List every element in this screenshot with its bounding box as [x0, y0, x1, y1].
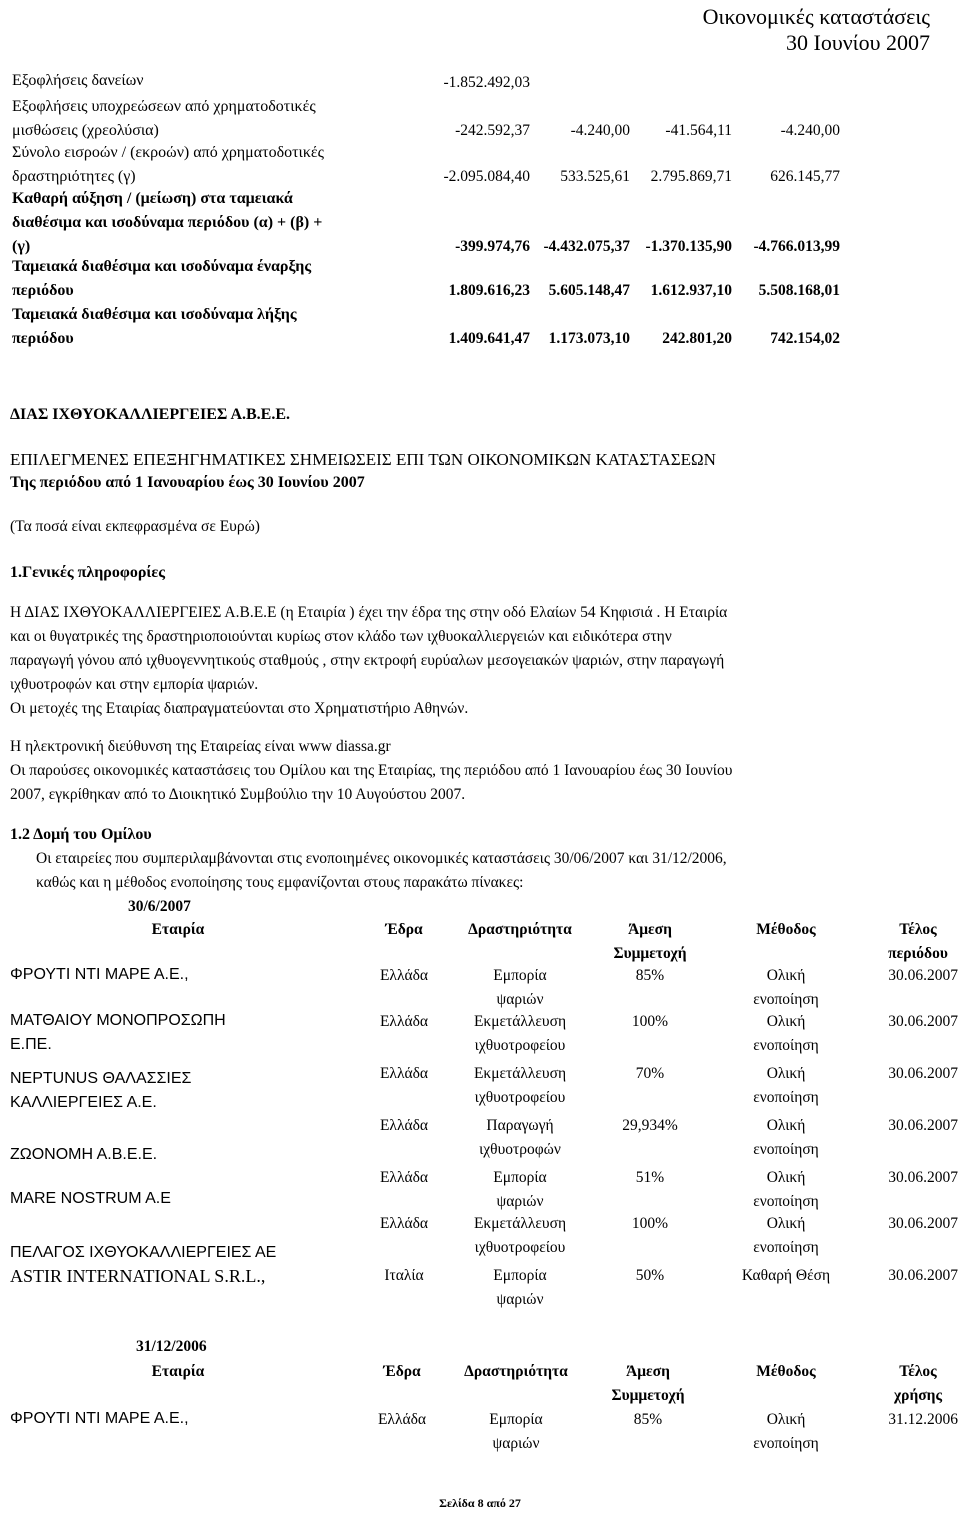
cashflow-value: 5.605.148,47 — [548, 282, 630, 299]
table-row-seat: Ελλάδα — [379, 1169, 429, 1186]
table-row-method: Ολική — [766, 1169, 806, 1186]
table-date-label: 30/6/2007 — [128, 898, 191, 915]
table-row-seat: Ελλάδα — [379, 1117, 429, 1134]
cashflow-label: Καθαρή αύξηση / (μείωση) στα ταμειακά — [12, 190, 293, 207]
table-row-activity: Παραγωγή — [486, 1117, 554, 1134]
cashflow-label: Ταμειακά διαθέσιμα και ισοδύναμα έναρξης — [12, 258, 312, 275]
page-footer: Σελίδα 8 από 27 — [439, 1496, 521, 1510]
table-row-seat: Ελλάδα — [377, 1411, 427, 1428]
section-structure-title: 1.2 Δομή του Ομίλου — [10, 826, 152, 843]
table-row-method: ενοποίηση — [753, 1089, 819, 1106]
table-row-company: ΚΑΛΛΙΕΡΓΕΙΕΣ Α.Ε. — [10, 1094, 157, 1111]
table-row-activity: ιχθυοτροφείου — [474, 1239, 566, 1256]
cashflow-value: -399.974,76 — [455, 238, 530, 255]
table-row-activity: Εκμετάλλευση — [473, 1215, 567, 1232]
col-header-activity: Δραστηριότητα — [464, 1363, 568, 1380]
cashflow-label: Εξοφλήσεις δανείων — [12, 72, 144, 89]
cashflow-value: -1.852.492,03 — [443, 74, 530, 91]
cashflow-label: μισθώσεις (χρεολύσια) — [12, 122, 159, 139]
col-header-direct: Συμμετοχή — [613, 945, 687, 962]
general-info-line: και οι θυγατρικές της δραστηριοποιούνται κυρίως στον κλάδο των ιχθυοκαλλιεργειών και ειδικότερα στην — [10, 628, 672, 645]
table-row-seat: Ελλάδα — [379, 1215, 429, 1232]
table-row-method: ενοποίηση — [753, 1193, 819, 1210]
table-row-activity: ιχθυοτροφών — [479, 1141, 561, 1158]
table-row-seat: Ελλάδα — [379, 1065, 429, 1082]
col-header-seat: Έδρα — [383, 1363, 421, 1380]
cashflow-value: 5.508.168,01 — [758, 282, 840, 299]
table-row-activity: ψαριών — [492, 1435, 540, 1452]
table-row-method: Ολική — [766, 1013, 806, 1030]
notes-period: Της περιόδου από 1 Ιανουαρίου έως 30 Ιουνίου 2007 — [10, 474, 365, 491]
table-row-end: 31.12.2006 — [888, 1411, 958, 1428]
col-header-end: περιόδου — [888, 945, 948, 962]
table-row-seat: Ελλάδα — [379, 967, 429, 984]
table-row-company: ASTIR INTERNATIONAL S.R.L., — [10, 1266, 266, 1286]
table-row-seat: Ιταλία — [384, 1267, 424, 1284]
table-row-end: 30.06.2007 — [888, 1013, 958, 1030]
cashflow-value: 742.154,02 — [770, 330, 840, 347]
table-row-method: Ολική — [766, 1411, 806, 1428]
col-header-activity: Δραστηριότητα — [468, 921, 572, 938]
amounts-note: (Τα ποσά είναι εκπεφρασμένα σε Ευρώ) — [10, 518, 260, 535]
cashflow-value: -4.240,00 — [780, 122, 840, 139]
table-row-company: Ε.ΠΕ. — [10, 1036, 52, 1053]
cashflow-value: 242.801,20 — [662, 330, 732, 347]
cashflow-value: 1.173.073,10 — [548, 330, 630, 347]
col-header-direct: Συμμετοχή — [611, 1387, 685, 1404]
section-general-title: 1.Γενικές πληροφορίες — [10, 564, 165, 581]
table-row-method: ενοποίηση — [753, 991, 819, 1008]
cashflow-value: 626.145,77 — [770, 168, 840, 185]
table-row-activity: ιχθυοτροφείου — [474, 1037, 566, 1054]
col-header-end: χρήσης — [893, 1387, 943, 1404]
cashflow-value: -4.240,00 — [570, 122, 630, 139]
approval-line-1: Οι παρούσες οικονομικές καταστάσεις του Ομίλου και της Εταιρίας, της περιόδου από 1 Ιανουαρίου έως 30 Ιουνίου — [10, 762, 733, 779]
cashflow-label: περιόδου — [12, 282, 74, 299]
table-row-end: 30.06.2007 — [888, 1117, 958, 1134]
cashflow-value: -242.592,37 — [455, 122, 530, 139]
table-row-method: ενοποίηση — [753, 1037, 819, 1054]
cashflow-value: 1.612.937,10 — [650, 282, 732, 299]
table-row-company: ΦΡΟΥΤΙ ΝΤΙ ΜΑΡΕ Α.Ε., — [10, 966, 189, 983]
cashflow-label: περιόδου — [12, 330, 74, 347]
table-row-method: Ολική — [766, 1117, 806, 1134]
report-title: Οικονομικές καταστάσεις — [702, 4, 930, 29]
cashflow-label: διαθέσιμα και ισοδύναμα περιόδου (α) + (β) + — [12, 214, 323, 231]
table-row-activity: Εκμετάλλευση — [473, 1065, 567, 1082]
table-row-method: Καθαρή Θέση — [741, 1267, 831, 1284]
notes-title: ΕΠΙΛΕΓΜΕΝΕΣ ΕΠΕΞΗΓΗΜΑΤΙΚΕΣ ΣΗΜΕΙΩΣΕΙΣ ΕΠΙ ΤΩΝ ΟΙΚΟΝΟΜΙΚΩΝ ΚΑΤΑΣΤΑΣΕΩΝ — [10, 450, 716, 469]
table-row-method: ενοποίηση — [753, 1239, 819, 1256]
table-row-pct: 85% — [635, 967, 665, 984]
table-row-end: 30.06.2007 — [888, 1065, 958, 1082]
table-row-company: ΝΕΡΤUNUS ΘΑΛΑΣΣΙΕΣ — [10, 1070, 192, 1087]
approval-line-2: 2007, εγκρίθηκαν από το Διοικητικό Συμβούλιο την 10 Αυγούστου 2007. — [10, 786, 466, 803]
cashflow-value: 1.809.616,23 — [448, 282, 530, 299]
table-row-pct: 50% — [635, 1267, 665, 1284]
cashflow-value: 2.795.869,71 — [650, 168, 732, 185]
cashflow-value: 533.525,61 — [560, 168, 630, 185]
cashflow-value: -2.095.084,40 — [443, 168, 530, 185]
table-row-method: ενοποίηση — [753, 1435, 819, 1452]
general-info-line: παραγωγή γόνου από ιχθυογεννητικούς σταθμούς , στην εκτροφή ευρύαλων μεσογειακών ψαριών, στην παραγωγή — [10, 652, 725, 669]
table-row-pct: 100% — [631, 1215, 669, 1232]
cashflow-value: 1.409.641,47 — [448, 330, 530, 347]
structure-intro-2: καθώς και η μέθοδος ενοποίησης τους εμφανίζονται στους παρακάτω πίνακες: — [36, 874, 524, 891]
table-row-pct: 100% — [631, 1013, 669, 1030]
table-row-company: MARE NOSTRUM A.E — [10, 1190, 171, 1207]
table-row-activity: ψαριών — [496, 991, 544, 1008]
table-row-method: Ολική — [766, 967, 806, 984]
cashflow-value: -4.766.013,99 — [753, 238, 840, 255]
company-heading: ΔΙΑΣ ΙΧΘΥΟΚΑΛΛΙΕΡΓΕΙΕΣ Α.Β.Ε.Ε. — [10, 406, 291, 423]
website-line: Η ηλεκτρονική διεύθυνση της Εταιρείας είναι www diassa.gr — [10, 738, 391, 755]
report-date: 30 Ιουνίου 2007 — [786, 30, 930, 55]
col-header-direct: Άμεση — [626, 1363, 670, 1380]
table-row-activity: Εμπορία — [493, 1267, 547, 1284]
table-row-activity: Εκμετάλλευση — [473, 1013, 567, 1030]
cashflow-value: -4.432.075,37 — [543, 238, 630, 255]
table-row-activity: ψαριών — [496, 1193, 544, 1210]
cashflow-label: Σύνολο εισροών / (εκροών) από χρηματοδοτικές — [12, 144, 324, 161]
table-row-company: ΜΑΤΘΑΙΟΥ ΜΟΝΟΠΡΟΣΩΠΗ — [10, 1012, 226, 1029]
cashflow-label: (γ) — [12, 238, 31, 255]
table-row-method: Ολική — [766, 1215, 806, 1232]
cashflow-label: Ταμειακά διαθέσιμα και ισοδύναμα λήξης — [12, 306, 297, 323]
table-row-company: ΠΕΛΑΓΟΣ ΙΧΘΥΟΚΑΛΛΙΕΡΓΕΙΕΣ ΑΕ — [10, 1244, 277, 1261]
col-header-seat: Έδρα — [385, 921, 423, 938]
table-row-pct: 85% — [633, 1411, 663, 1428]
general-info-line: Οι μετοχές της Εταιρίας διαπραγματεύονται στο Χρηματιστήριο Αθηνών. — [10, 700, 469, 717]
structure-intro-1: Οι εταιρείες που συμπεριλαμβάνονται στις ενοποιημένες οικονομικές καταστάσεις 30/06/2007 και 31/12/2006, — [36, 850, 727, 867]
col-header-end: Τέλος — [899, 1363, 937, 1380]
table-row-activity: Εμπορία — [493, 1169, 547, 1186]
table-row-seat: Ελλάδα — [379, 1013, 429, 1030]
table-row-activity: Εμπορία — [489, 1411, 543, 1428]
cashflow-value: -41.564,11 — [665, 122, 732, 139]
col-header-method: Μέθοδος — [756, 1363, 816, 1380]
table-date-label: 31/12/2006 — [136, 1338, 207, 1355]
table-row-pct: 70% — [635, 1065, 665, 1082]
cashflow-label: δραστηριότητες (γ) — [12, 168, 136, 185]
table-row-company: ΖΩΟΝΟΜΗ Α.Β.Ε.Ε. — [10, 1146, 158, 1163]
col-header-method: Μέθοδος — [756, 921, 816, 938]
col-header-company: Εταιρία — [151, 921, 205, 938]
table-row-method: Ολική — [766, 1065, 806, 1082]
cashflow-label: Εξοφλήσεις υποχρεώσεων από χρηματοδοτικές — [12, 98, 316, 115]
table-row-end: 30.06.2007 — [888, 1169, 958, 1186]
cashflow-value: -1.370.135,90 — [645, 238, 732, 255]
table-row-activity: ιχθυοτροφείου — [474, 1089, 566, 1106]
table-row-pct: 51% — [635, 1169, 665, 1186]
table-row-company: ΦΡΟΥΤΙ ΝΤΙ ΜΑΡΕ Α.Ε., — [10, 1410, 189, 1427]
table-row-activity: Εμπορία — [493, 967, 547, 984]
general-info-line: ιχθυοτροφών και στην εμπορία ψαριών. — [10, 676, 259, 693]
table-row-method: ενοποίηση — [753, 1141, 819, 1158]
table-row-end: 30.06.2007 — [888, 1215, 958, 1232]
general-info-line: Η ΔΙΑΣ ΙΧΘΥΟΚΑΛΛΙΕΡΓΕΙΕΣ Α.Β.Ε.Ε (η Εταιρία ) έχει την έδρα της στην οδό Ελαίων 54 Κηφισιά . Η Εταιρία — [10, 604, 728, 621]
table-row-end: 30.06.2007 — [888, 1267, 958, 1284]
col-header-end: Τέλος — [899, 921, 937, 938]
table-row-end: 30.06.2007 — [888, 967, 958, 984]
table-row-activity: ψαριών — [496, 1291, 544, 1308]
table-row-pct: 29,934% — [622, 1117, 678, 1134]
col-header-direct: Άμεση — [628, 921, 672, 938]
col-header-company: Εταιρία — [151, 1363, 205, 1380]
